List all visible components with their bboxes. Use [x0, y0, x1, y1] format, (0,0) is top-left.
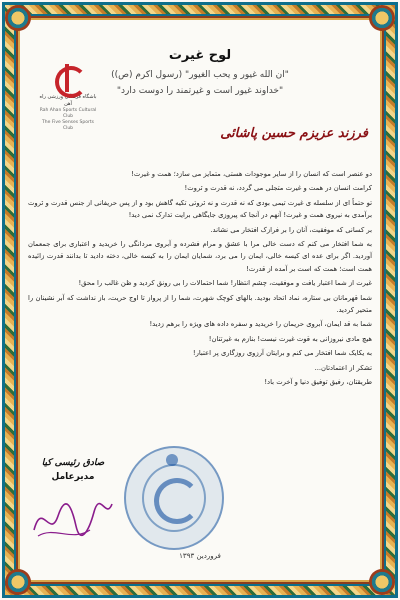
signer-name: صادق رئیسی کیا [41, 458, 105, 468]
club-logo [38, 64, 98, 132]
body-paragraph: بر کسانی که موفقیت، آنان را بر فرازک افتخار می نشاند. [210, 225, 372, 234]
corner-ornament-icon [369, 5, 395, 31]
body-paragraph: تشکر از اعتمادتان... [314, 363, 372, 372]
body-paragraph: کرامت انسان در همت و غیرت متجلی می گردد، نه قدرت و ثروت! [184, 184, 372, 193]
club-name: باشگاه فرهنگی ورزشی راه آهن [39, 94, 97, 107]
signature-block [30, 458, 116, 482]
signer-title: مدیرعامل [51, 472, 95, 482]
handwritten-signature [28, 490, 118, 546]
body-paragraph: دو عنصر است که انسان را از سایر موجودات هستی، متمایز می سازد؛ همت و غیرت! [131, 170, 372, 178]
body-paragraph: به یکایک شما افتخار می کنم و برایتان آرزوی روزگاری پر اعتبار! [192, 349, 372, 358]
certificate-content [28, 28, 372, 572]
recipient-name: فرزند عزیزم حسین پاشائی [220, 126, 368, 141]
stamp-logo-icon [154, 478, 200, 524]
arabic-quote: "ان الله غیور و یحب الغیور" (رسول اکرم (ص)) [111, 70, 289, 80]
closing-line: طریقتان، رفیق توفیق دنیا و آخرت باد! [264, 378, 372, 387]
body-paragraph: به شما افتخار می کنم که دست خالی مرا با عشق و مرام فشرده و آبروی مردانگی را خریدید و اعتباری برای جمعمان آوردید. اگر برای عده ای کیسه خالی، ایمان را می برد، شمایان ایمان را به کیسه خالی، دخته دادید تا بدانند قدرت زائیده همت است؛ همت که است بر آمده از قدرت! [28, 240, 372, 273]
persian-quote: "خداوند غیور است و غیرتمند را دوست دارد" [116, 86, 284, 96]
club-logo-icon [51, 64, 85, 94]
body-paragraph: شما به قد ایمان، آبروی حریمان را خریدید و سفره داده های ویژه را برهم زدید! [149, 320, 372, 329]
body-paragraph: شما قهرمانان بی ستاره، نماد اتحاد بودید. بالهای کوچک شهرت، شما را از پرواز تا اوج حریت، باز نداشت که آبر نشینان را متحیر کردید. [28, 293, 372, 315]
football-icon [166, 454, 178, 466]
club-motto-en: The Five Senses Sports Club [42, 120, 94, 131]
club-stamp [124, 446, 224, 550]
issue-date: فروردین ۱۳۹۳ [179, 552, 221, 560]
body-paragraph: تو حتماً ای از سلسله ی غیرت تیمی بودی که نه قدرت و نه ثروتی تکیه گاهش بود و از پس حریفانی از جنس قدرت و ثروت برآمدی به نیروی همت و غیرت! آنهم در آنجا که پیروزی جایگاهی برایت تدارک نمی دید! [28, 198, 372, 220]
certificate-body [28, 168, 372, 391]
corner-ornament-icon [5, 569, 31, 595]
certificate-title: لوح غیرت [168, 48, 232, 63]
club-name-en: Rah Ahan Sports Cultural Club [39, 108, 97, 119]
body-paragraph: غیرت از شما اعتبار یافت و موفقیت، چشم انتظار! شما احتمالات را بی رونق کردید و ظن غالب را محق! [78, 279, 372, 288]
corner-ornament-icon [369, 569, 395, 595]
body-paragraph: هیچ مادی نیروزانی به قوت غیرت نیست! بنازم به غیرتتان! [208, 334, 372, 343]
